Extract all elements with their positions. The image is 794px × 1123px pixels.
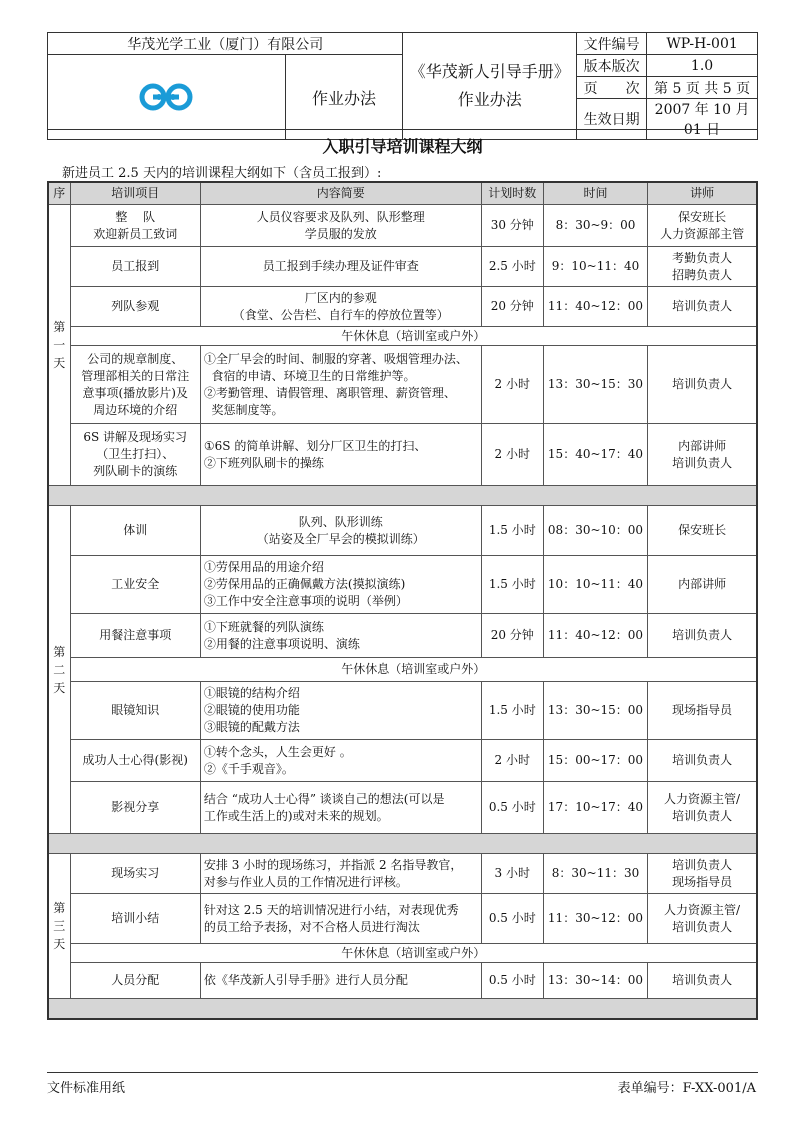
training-item: 体训 (70, 506, 200, 556)
trainer: 培训负责人 (648, 346, 757, 424)
lunch-break: 午休休息（培训室或户外） (70, 327, 757, 346)
content-summary: 结合 “成功人士心得” 谈谈自己的想法(可以是 工作或生活上的)或对未来的规划。 (200, 782, 481, 834)
training-item: 用餐注意事项 (70, 614, 200, 658)
time-slot: 8：30~11：30 (543, 854, 647, 894)
field-label: 页 次 (577, 77, 647, 99)
trainer: 内部讲师 (648, 556, 757, 614)
time-slot: 13：30~15：00 (543, 682, 647, 740)
time-slot: 13：30~15：30 (543, 346, 647, 424)
page-number: 第 5 页 共 5 页 (647, 77, 758, 99)
column-header: 序 (48, 182, 70, 205)
day-separator (48, 999, 757, 1020)
time-slot: 8：30~9：00 (543, 205, 647, 247)
day-separator (48, 486, 757, 506)
table-row (48, 506, 757, 556)
trainer: 培训负责人 (648, 740, 757, 782)
table-row (48, 782, 757, 834)
training-item: 人员分配 (70, 963, 200, 999)
day-label: 第 二 天 (48, 506, 70, 834)
planned-hours: 20 分钟 (481, 614, 543, 658)
document-header (47, 32, 758, 140)
document-title: 《华茂新人引导手册》 作业办法 (403, 33, 577, 140)
table-row (48, 424, 757, 486)
time-slot: 11：40~12：00 (543, 614, 647, 658)
column-header: 时间 (543, 182, 647, 205)
logo-cell (48, 55, 286, 140)
content-summary: 依《华茂新人引导手册》进行人员分配 (200, 963, 481, 999)
table-row (48, 346, 757, 424)
footer-divider (47, 1072, 758, 1073)
time-slot: 10：10~11：40 (543, 556, 647, 614)
training-item: 现场实习 (70, 854, 200, 894)
training-item: 培训小结 (70, 894, 200, 944)
column-header: 讲师 (648, 182, 757, 205)
training-schedule-table (47, 181, 758, 1020)
trainer: 保安班长 (648, 506, 757, 556)
planned-hours: 20 分钟 (481, 287, 543, 327)
training-item: 影视分享 (70, 782, 200, 834)
day-label: 第 三 天 (48, 854, 70, 999)
planned-hours: 3 小时 (481, 854, 543, 894)
table-row (48, 247, 757, 287)
planned-hours: 2 小时 (481, 346, 543, 424)
column-header: 培训项目 (70, 182, 200, 205)
field-label: 版本版次 (577, 55, 647, 77)
planned-hours: 2 小时 (481, 424, 543, 486)
footer-left: 文件标准用纸 (47, 1081, 126, 1096)
trainer: 保安班长 人力资源部主管 (648, 205, 757, 247)
planned-hours: 2.5 小时 (481, 247, 543, 287)
time-slot: 15：40~17：40 (543, 424, 647, 486)
lunch-break: 午休休息（培训室或户外） (70, 658, 757, 682)
table-row (48, 205, 757, 247)
content-summary: ①全厂早会的时间、制服的穿著、吸烟管理办法、 食宿的申请、环境卫生的日常维护等。 ②考勤管理、请假管理、离职管理、薪资管理、 奖惩制度等。 (200, 346, 481, 424)
training-item: 工业安全 (70, 556, 200, 614)
trainer: 培训负责人 现场指导员 (648, 854, 757, 894)
table-row (48, 287, 757, 327)
day-label: 第 一 天 (48, 205, 70, 486)
table-row (48, 894, 757, 944)
field-label: 生效日期 (577, 99, 647, 140)
training-item: 眼镜知识 (70, 682, 200, 740)
table-row (48, 614, 757, 658)
lunch-break-row (48, 944, 757, 963)
trainer: 现场指导员 (648, 682, 757, 740)
training-item: 列队参观 (70, 287, 200, 327)
planned-hours: 0.5 小时 (481, 963, 543, 999)
document-type: 作业办法 (285, 55, 403, 140)
time-slot: 17：10~17：40 (543, 782, 647, 834)
planned-hours: 1.5 小时 (481, 556, 543, 614)
trainer: 培训负责人 (648, 287, 757, 327)
time-slot: 08：30~10：00 (543, 506, 647, 556)
content-summary: ①转个念头，人生会更好 。 ②《千手观音》。 (200, 740, 481, 782)
time-slot: 15：00~17：00 (543, 740, 647, 782)
trainer: 考勤负责人 招聘负责人 (648, 247, 757, 287)
content-summary: 针对这 2.5 天的培训情况进行小结，对表现优秀 的员工给予表扬，对不合格人员进行淘汰 (200, 894, 481, 944)
content-summary: ①眼镜的结构介绍 ②眼镜的使用功能 ③眼镜的配戴方法 (200, 682, 481, 740)
training-item: 成功人士心得(影视) (70, 740, 200, 782)
table-row (48, 682, 757, 740)
training-item: 整 队 欢迎新员工致词 (70, 205, 200, 247)
content-summary: 人员仪容要求及队列、队形整理 学员服的发放 (200, 205, 481, 247)
company-name: 华茂光学工业（厦门）有限公司 (48, 33, 403, 55)
content-summary: 安排 3 小时的现场练习，并指派 2 名指导教官， 对参与作业人员的工作情况进行评核。 (200, 854, 481, 894)
trainer: 人力资源主管/ 培训负责人 (648, 782, 757, 834)
day-separator (48, 834, 757, 854)
planned-hours: 1.5 小时 (481, 682, 543, 740)
time-slot: 11：30~12：00 (543, 894, 647, 944)
training-item: 公司的规章制度、 管理部相关的日常注 意事项(播放影片)及 周边环境的介绍 (70, 346, 200, 424)
planned-hours: 0.5 小时 (481, 782, 543, 834)
training-item: 员工报到 (70, 247, 200, 287)
doc-number: WP-H-001 (647, 33, 758, 55)
time-slot: 9：10~11：40 (543, 247, 647, 287)
trainer: 培训负责人 (648, 963, 757, 999)
content-summary: ①下班就餐的列队演练 ②用餐的注意事项说明、演练 (200, 614, 481, 658)
table-header-row (48, 182, 757, 205)
table-row (48, 556, 757, 614)
field-label: 文件编号 (577, 33, 647, 55)
content-summary: 员工报到手续办理及证件审查 (200, 247, 481, 287)
trainer: 内部讲师 培训负责人 (648, 424, 757, 486)
content-summary: 队列、队形训练 （站姿及全厂早会的模拟训练） (200, 506, 481, 556)
lunch-break: 午休休息（培训室或户外） (70, 944, 757, 963)
company-logo-icon (139, 82, 193, 112)
time-slot: 11：40~12：00 (543, 287, 647, 327)
content-summary: 厂区内的参观 （食堂、公告栏、自行车的停放位置等） (200, 287, 481, 327)
table-row (48, 854, 757, 894)
lunch-break-row (48, 658, 757, 682)
header-divider (47, 129, 758, 130)
trainer: 人力资源主管/ 培训负责人 (648, 894, 757, 944)
planned-hours: 2 小时 (481, 740, 543, 782)
form-number: 表单编号：F-XX-001/A (617, 1081, 756, 1096)
version: 1.0 (647, 55, 758, 77)
table-row (48, 963, 757, 999)
page-title: 入职引导培训课程大纲 (322, 137, 483, 156)
planned-hours: 30 分钟 (481, 205, 543, 247)
planned-hours: 1.5 小时 (481, 506, 543, 556)
content-summary: ①6S 的简单讲解、划分厂区卫生的打扫、 ②下班列队刷卡的操练 (200, 424, 481, 486)
lunch-break-row (48, 327, 757, 346)
table-row (48, 740, 757, 782)
time-slot: 13：30~14：00 (543, 963, 647, 999)
trainer: 培训负责人 (648, 614, 757, 658)
planned-hours: 0.5 小时 (481, 894, 543, 944)
intro-text: 新进员工 2.5 天内的培训课程大纲如下（含员工报到）: (62, 166, 382, 181)
effective-date: 2007 年 10 月 01 日 (647, 99, 758, 140)
column-header: 计划时数 (481, 182, 543, 205)
training-item: 6S 讲解及现场实习 （卫生打扫）、 列队刷卡的演练 (70, 424, 200, 486)
content-summary: ①劳保用品的用途介绍 ②劳保用品的正确佩戴方法(摸拟演练) ③工作中安全注意事项的说明（举例） (200, 556, 481, 614)
column-header: 内容简要 (200, 182, 481, 205)
